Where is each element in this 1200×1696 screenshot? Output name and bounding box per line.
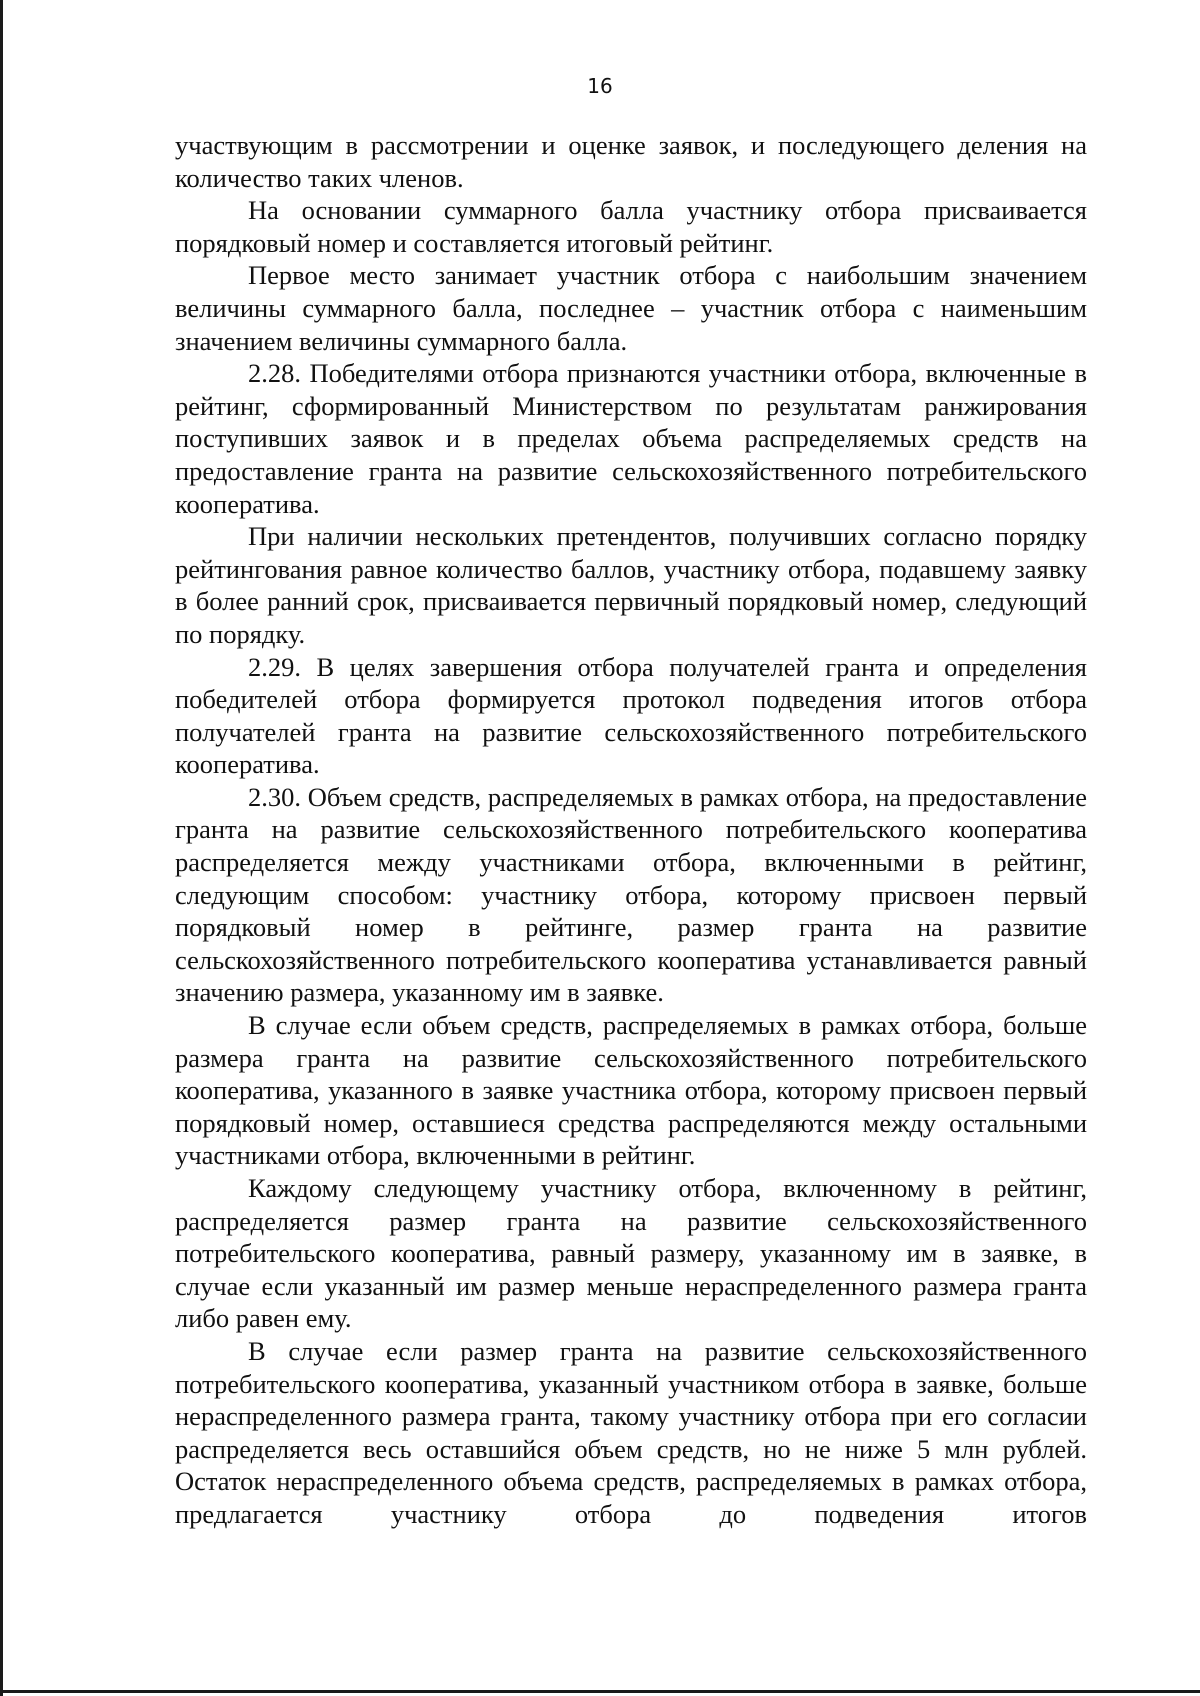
paragraph: В случае если размер гранта на развитие сельскохозяйственного потребительского кооператива, указанный участником отбора в заявке, больше нераспределенного размера гранта, такому участнику отбора при его согласии распределяется весь оставшийся объем средств, но не ниже 5 млн рублей. Остаток нераспределенного объема средств, распределяемых в рамках отбора, предлагается участнику отбора до подведения итогов — [175, 1335, 1087, 1529]
page-number: 16 — [587, 74, 613, 98]
scan-edge-bottom — [0, 1690, 1200, 1693]
paragraph: При наличии нескольких претендентов, получивших согласно порядку рейтингования равное количество баллов, участнику отбора, подавшему заявку в более ранний срок, присваивается первичный порядковый номер, следующий по порядку. — [175, 521, 1087, 649]
paragraph: Первое место занимает участник отбора с наибольшим значением величины суммарного балла, последнее – участник отбора с наименьшим значением величины суммарного балла. — [175, 260, 1087, 356]
paragraph-2-29: 2.29. В целях завершения отбора получателей гранта и определения победителей отбора формируется протокол подведения итогов отбора получателей гранта на развитие сельскохозяйственного потребительского кооператива. — [175, 651, 1087, 780]
document-body — [175, 129, 1087, 1531]
paragraph: В случае если объем средств, распределяемых в рамках отбора, больше размера гранта на развитие сельскохозяйственного потребительского кооператива, указанного в заявке участника отбора, которому присвоен первый порядковый номер, оставшиеся средства распределяются между остальными участниками отбора, включенными в рейтинг. — [175, 1010, 1087, 1171]
scan-edge-left — [0, 0, 3, 1696]
paragraph-2-30: 2.30. Объем средств, распределяемых в рамках отбора, на предоставление гранта на развитие сельскохозяйственного потребительского кооператива распределяется между участниками отбора, включенными в рейтинг, следующим способом: участнику отбора, которому присвоен первый порядковый номер в рейтинге, размер гранта на развитие сельскохозяйственного потребительского кооператива устанавливается равный значению размера, указанному им в заявке. — [175, 781, 1087, 1008]
paragraph: Каждому следующему участнику отбора, включенному в рейтинг, распределяется размер гранта на развитие сельскохозяйственного потребительского кооператива, равный размеру, указанному им в заявке, в случае если указанный им размер меньше нераспределенного размера гранта либо равен ему. — [175, 1173, 1087, 1334]
paragraph: участвующим в рассмотрении и оценке заявок, и последующего деления на количество таких членов. — [175, 130, 1087, 193]
paragraph-2-28: 2.28. Победителями отбора признаются участники отбора, включенные в рейтинг, сформированный Министерством по результатам ранжирования поступивших заявок и в пределах объема распределяемых средств на предоставление гранта на развитие сельскохозяйственного потребительского кооператива. — [175, 358, 1087, 519]
paragraph: На основании суммарного балла участнику отбора присваивается порядковый номер и составляется итоговый рейтинг. — [175, 195, 1087, 258]
